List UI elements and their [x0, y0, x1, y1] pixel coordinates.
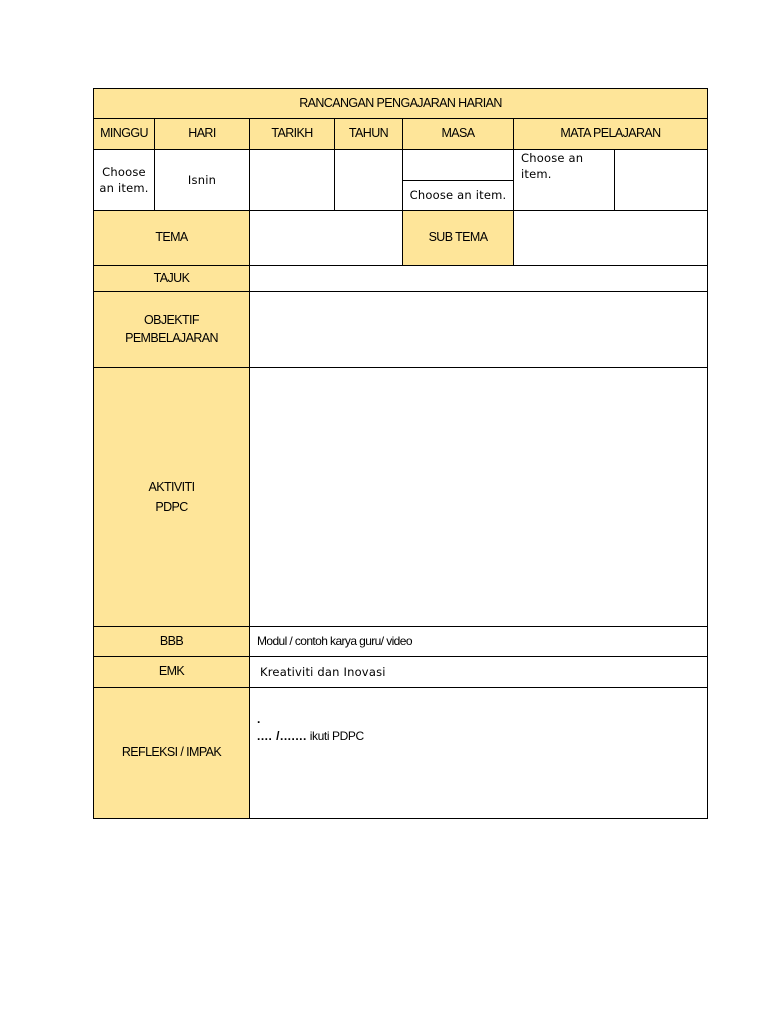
- objektif-field[interactable]: [249, 291, 708, 368]
- tajuk-label: TAJUK: [93, 265, 250, 292]
- emk-label: EMK: [93, 656, 250, 688]
- bbb-label: BBB: [93, 626, 250, 657]
- aktiviti-label: [93, 367, 250, 627]
- form-title: RANCANGAN PENGAJARAN HARIAN: [93, 88, 708, 119]
- refleksi-text: ikuti PDPC: [306, 729, 364, 743]
- mata-pelajaran-dropdown[interactable]: [513, 149, 615, 211]
- minggu-dropdown-line2: an item.: [99, 181, 149, 195]
- refleksi-line1: .: [257, 712, 260, 726]
- sub-tema-field[interactable]: [513, 210, 708, 266]
- tema-field[interactable]: [249, 210, 403, 266]
- header-hari: HARI: [154, 118, 250, 150]
- refleksi-dots: .... /.......: [257, 729, 307, 743]
- refleksi-field[interactable]: [249, 687, 708, 819]
- refleksi-line2: [257, 728, 364, 744]
- aktiviti-label-line2: PDPC: [155, 500, 188, 514]
- tajuk-field[interactable]: [249, 265, 708, 292]
- tarikh-field[interactable]: [249, 149, 335, 211]
- masa-dropdown[interactable]: Choose an item.: [402, 180, 514, 211]
- tahun-field[interactable]: [334, 149, 403, 211]
- header-tarikh: TARIKH: [249, 118, 335, 150]
- minggu-dropdown[interactable]: [93, 149, 155, 211]
- aktiviti-field[interactable]: [249, 367, 708, 627]
- minggu-dropdown-line1: Choose: [102, 164, 146, 179]
- hari-field[interactable]: Isnin: [154, 149, 250, 211]
- header-mata-pelajaran: MATA PELAJARAN: [513, 118, 708, 150]
- bbb-field[interactable]: Modul / contoh karya guru/ video: [249, 626, 708, 657]
- sub-tema-label: SUB TEMA: [402, 210, 514, 266]
- tema-label: TEMA: [93, 210, 250, 266]
- mata-pelajaran-extra-field[interactable]: [614, 149, 708, 211]
- header-tahun: TAHUN: [334, 118, 403, 150]
- masa-top-field[interactable]: [402, 149, 514, 181]
- objektif-label-line1: OBJEKTIF: [144, 313, 199, 327]
- header-minggu: MINGGU: [93, 118, 155, 150]
- header-masa: MASA: [402, 118, 514, 150]
- objektif-label: [93, 291, 250, 368]
- emk-field[interactable]: Kreativiti dan Inovasi: [249, 656, 708, 688]
- mata-pelajaran-line2: item.: [521, 167, 552, 182]
- aktiviti-label-line1: AKTIVITI: [148, 480, 195, 494]
- refleksi-label: REFLEKSI / IMPAK: [93, 687, 250, 819]
- objektif-label-line2: PEMBELAJARAN: [125, 330, 218, 345]
- mata-pelajaran-line1: Choose an: [521, 151, 584, 165]
